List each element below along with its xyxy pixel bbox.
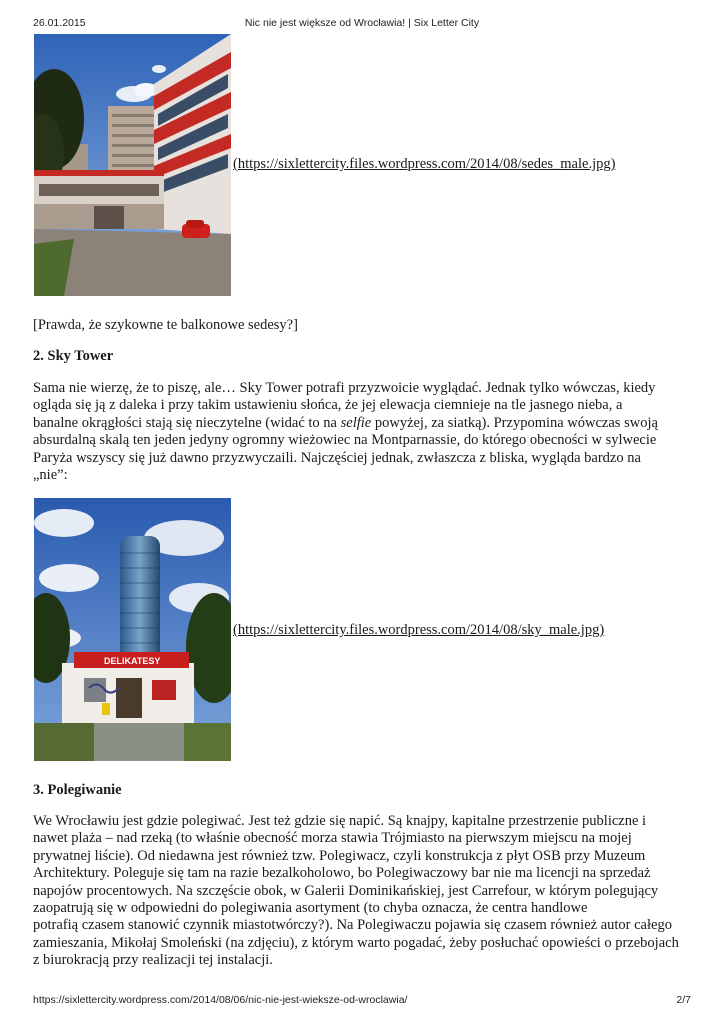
text-line: absurdalną skalą ten jeden jedyny ogromny wieżowiec na Montparnassie, do którego obecności w sylwecie <box>33 432 657 449</box>
text-line: napojów procentowych. Na szczęście obok, w Galerii Dominikańskiej, jest Carrefour, w którym polegujący <box>33 882 659 899</box>
text-run: banalne okrągłości stają się nieczytelne (widać to na <box>33 414 341 431</box>
polegiwanie-paragraph <box>33 813 698 970</box>
section-heading-polegiwanie: 3. Polegiwanie <box>33 782 122 798</box>
text-line: potrafią czasem stanowić czynnik miastotwórczy?). Na Polegiwaczu pojawia się czasem również autor całego <box>33 917 672 934</box>
text-line: Sama nie wierzę, że to piszę, ale… Sky Tower potrafi przyzwoicie wyglądać. Jednak tylko wówczas, kiedy <box>33 380 656 396</box>
text-line: „nie”: <box>33 467 68 484</box>
text-line: ogląda się ją z daleka i przy takim ustawieniu słońca, że jej elewacja ciemnieje na tle jasnego nieba, a <box>33 397 623 414</box>
text-line: prywatnej liście). Od niedawna jest również tzw. Polegiwacz, czyli konstrukcja z płyt OSB przy Muzeum <box>33 847 646 864</box>
text-line: Paryża wszyscy się już dawno przyzwyczaili. Najczęściej jednak, zwłaszcza z bliska, wygląda bardzo na <box>33 449 641 466</box>
italic-word: selfie <box>340 414 372 431</box>
print-date: 26.01.2015 <box>33 17 86 29</box>
balcony-building-photo[interactable] <box>34 34 231 296</box>
footer-url: https://sixlettercity.wordpress.com/2014/08/06/nic-nie-jest-wieksze-od-wroclawia/ <box>33 994 408 1006</box>
text-line <box>33 415 698 432</box>
text-line: Architektury. Poleguje się tam na razie bezalkoholowo, bo Polegiwaczowy bar nie ma licencji na sprzedaż <box>33 865 651 882</box>
text-line: z biurokracją przy realizacji tej instalacji. <box>33 952 273 969</box>
page-footer <box>33 994 691 1008</box>
sky-tower-photo[interactable] <box>34 498 231 761</box>
text-run: powyżej, za siatką). Przypomina wówczas swoją <box>371 414 658 431</box>
text-line: zaopatrują się w odpowiedni do polegiwania asortyment (to chyba oznacza, że centra handlowe <box>33 900 588 917</box>
page-number: 2/7 <box>676 994 691 1006</box>
page-title: Nic nie jest większe od Wrocławia! | Six Letter City <box>244 17 480 29</box>
sky-tower-paragraph <box>33 380 698 484</box>
shop-sign-text: DELIKATESY <box>104 656 161 666</box>
section-heading-sky-tower: 2. Sky Tower <box>33 348 114 364</box>
page-header <box>33 17 691 31</box>
photo-link-sky[interactable]: (https://sixlettercity.files.wordpress.com/2014/08/sky_male.jpg) <box>233 622 605 638</box>
text-line: We Wrocławiu jest gdzie polegiwać. Jest też gdzie się napić. Są knajpy, kapitalne przestrzenie publiczne i <box>33 813 647 829</box>
text-line: nawet plaża – nad rzeką (to właśnie obecność morza stawia Trójmiasto na pierwszym miejscu na mojej <box>33 830 632 847</box>
photo-caption: [Prawda, że szykowne te balkonowe sedesy?] <box>33 317 298 333</box>
photo-link-sedes[interactable]: (https://sixlettercity.files.wordpress.com/2014/08/sedes_male.jpg) <box>233 156 616 172</box>
text-line: zamieszania, Mikołaj Smoleński (na zdjęciu), z którym warto pogadać, żeby posłuchać opowieści o przebojach <box>33 934 679 951</box>
